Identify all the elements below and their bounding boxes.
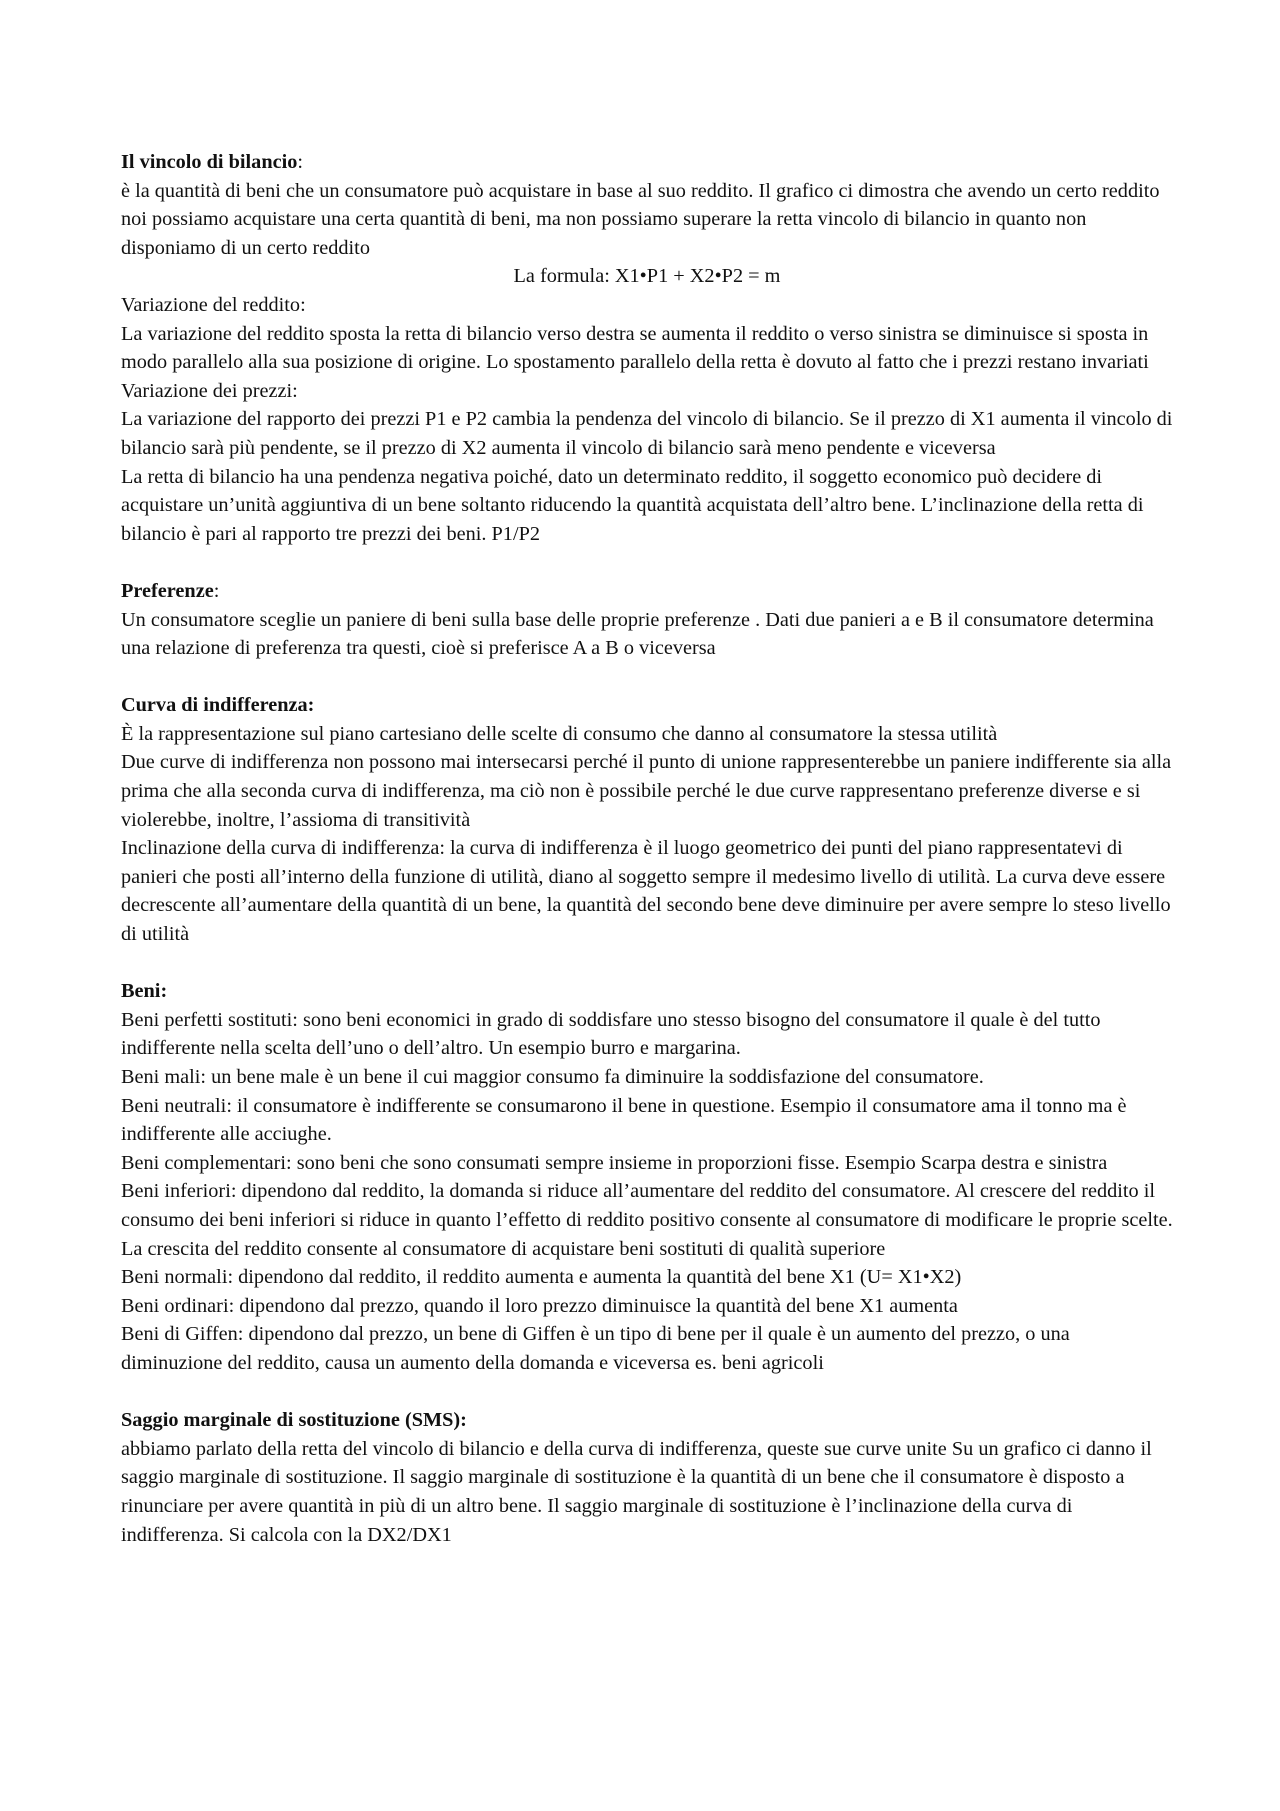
paragraph-preferenze: Un consumatore sceglie un paniere di beni sulla base delle proprie preferenze . Dati due panieri a e B il consumatore determina una relazione di preferenza tra questi, cioè si preferisce A a B o viceversa (121, 608, 1154, 660)
section-beni (121, 977, 1173, 1377)
section-heading (121, 577, 1173, 606)
section-heading: Curva di indifferenza: (121, 694, 315, 717)
paragraph-variazione-prezzi: La variazione del rapporto dei prezzi P1 e P2 cambia la pendenza del vincolo di bilancio. Se il prezzo di X1 aumenta il vincolo di bilancio sarà più pendente, se il prezzo di X2 aumenta il vincolo di bilancio sarà meno pendente e viceversa (121, 408, 1173, 459)
beni-item-giffen: Beni di Giffen: dipendono dal prezzo, un bene di Giffen è un tipo di bene per il quale è un aumento del prezzo, o una diminuzione del reddito, causa un aumento della domanda e viceversa es. beni agricoli (121, 1323, 1070, 1374)
formula-line: La formula: X1•P1 + X2•P2 = m (513, 265, 781, 288)
subheading-variazione-reddito: Variazione del reddito: (121, 293, 306, 316)
beni-item-ordinari: Beni ordinari: dipendono dal prezzo, quando il loro prezzo diminuisce la quantità del bene X1 aumenta (121, 1294, 958, 1317)
paragraph-gap (121, 949, 1173, 978)
document-page (121, 148, 1173, 1549)
paragraph-gap (121, 1378, 1173, 1407)
paragraph-definition: È la rappresentazione sul piano cartesiano delle scelte di consumo che danno al consumatore la stessa utilità (121, 722, 998, 745)
paragraph-variazione-reddito: La variazione del reddito sposta la retta di bilancio verso destra se aumenta il reddito o verso sinistra se diminuisce si sposta in modo parallelo alla sua posizione di origine. Lo spostamento parallelo della retta è dovuto al fatto che i prezzi restano invariati (121, 322, 1149, 374)
section-heading (121, 148, 1173, 177)
section-sms (121, 1406, 1173, 1549)
section-heading: Saggio marginale di sostituzione (SMS): (121, 1409, 467, 1432)
paragraph-intro: è la quantità di beni che un consumatore può acquistare in base al suo reddito. Il grafico ci dimostra che avendo un certo reddito noi possiamo acquistare una certa quantità di beni, ma non possiamo superare la retta vincolo di bilancio in quanto non disponiamo di un certo reddito (121, 179, 1160, 259)
beni-item-normali: Beni normali: dipendono dal reddito, il reddito aumenta e aumenta la quantità del bene X1 (U= X1•X2) (121, 1266, 962, 1289)
heading-colon: : (213, 579, 220, 602)
beni-item-perfetti-sostituti: Beni perfetti sostituti: sono beni economici in grado di soddisfare uno stesso bisogno del consumatore il quale è del tutto indifferente nella scelta dell’uno o dell’altro. Un esempio burro e margarina. (121, 1008, 1101, 1060)
beni-item-neutrali: Beni neutrali: il consumatore è indifferente se consumarono il bene in questione. Esempio il consumatore ama il tonno ma è indifferente alle acciughe. (121, 1094, 1127, 1146)
beni-item-complementari: Beni complementari: sono beni che sono consumati sempre insieme in proporzioni fisse. Esempio Scarpa destra e sinistra (121, 1151, 1108, 1174)
section-heading: Beni: (121, 980, 168, 1003)
heading-text: Il vincolo di bilancio (121, 151, 298, 173)
heading-text: Preferenze (121, 579, 214, 602)
paragraph-pendenza: La retta di bilancio ha una pendenza negativa poiché, dato un determinato reddito, il soggetto economico può decidere di acquistare un’unità aggiuntiva di un bene soltanto riducendo la quantità acquistata dell’altro bene. L’inclinazione della retta di bilancio è pari al rapporto tre prezzi dei beni. P1/P2 (121, 465, 1144, 545)
paragraph-gap (121, 663, 1173, 692)
beni-item-mali: Beni mali: un bene male è un bene il cui maggior consumo fa diminuire la soddisfazione del consumatore. (121, 1066, 984, 1088)
paragraph-intersection: Due curve di indifferenza non possono mai intersecarsi perché il punto di unione rappresenterebbe un paniere indifferente sia alla prima che alla seconda curva di indifferenza, ma ciò non è possibile perché le due curve rappresentano preferenze diverse e si violerebbe, inoltre, l’assioma di transitività (121, 751, 1172, 831)
section-vincolo-bilancio (121, 148, 1173, 548)
beni-item-inferiori: Beni inferiori: dipendono dal reddito, la domanda si riduce all’aumentare del reddito del consumatore. Al crescere del reddito il consumo dei beni inferiori si riduce in quanto l’effetto di reddito positivo consente al consumatore di modificare le proprie scelte. La crescita del reddito consente al consumatore di acquistare beni sostituti di qualità superiore (121, 1180, 1173, 1260)
paragraph-sms: abbiamo parlato della retta del vincolo di bilancio e della curva di indifferenza, queste sue curve unite Su un grafico ci danno il saggio marginale di sostituzione. Il saggio marginale di sostituzione è la quantità di un bene che il consumatore è disposto a rinunciare per avere quantità in più di un altro bene. Il saggio marginale di sostituzione è l’inclinazione della curva di indifferenza. Si calcola con la DX2/DX1 (121, 1437, 1152, 1546)
subheading-variazione-prezzi: Variazione dei prezzi: (121, 379, 298, 402)
section-curva-indifferenza (121, 691, 1173, 948)
heading-colon: : (297, 151, 304, 173)
paragraph-gap (121, 548, 1173, 577)
paragraph-inclination: Inclinazione della curva di indifferenza: la curva di indifferenza è il luogo geometrico dei punti del piano rappresentatevi di panieri che posti all’interno della funzione di utilità, diano al soggetto sempre il medesimo livello di utilità. La curva deve essere decrescente all’aumentare della quantità di un bene, la quantità del secondo bene deve diminuire per avere sempre lo steso livello di utilità (121, 837, 1171, 946)
section-preferenze (121, 577, 1173, 663)
